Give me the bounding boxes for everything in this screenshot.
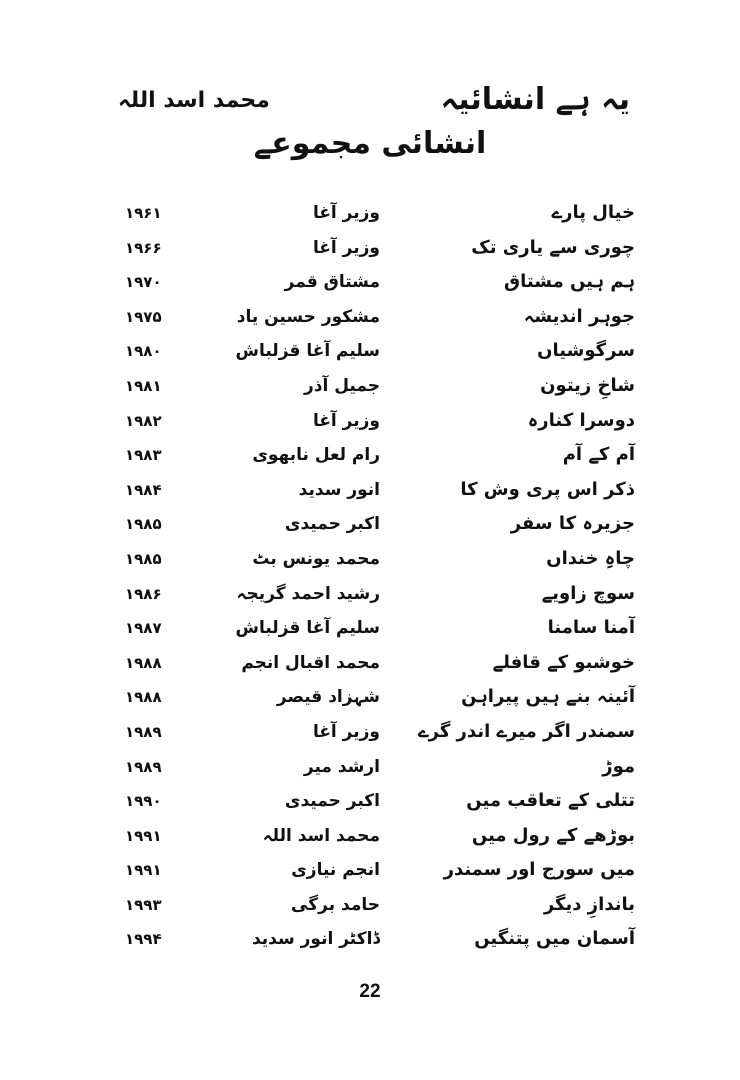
collection-year: ۱۹۶۱ [125,204,162,222]
collection-title: ذکر اس پری وش کا [460,478,635,500]
list-item [0,613,740,648]
collection-year: ۱۹۹۱ [125,826,162,845]
collection-year: ۱۹۸۷ [125,619,162,638]
collection-title: خیال پارے [551,202,635,223]
list-item [0,821,740,856]
collection-year: ۱۹۹۴ [125,930,162,949]
list-item [0,302,740,337]
collection-author: رام لعل نابھوی [252,445,380,466]
collection-author: ارشد میر [303,756,380,777]
collection-year: ۱۹۹۳ [125,895,162,914]
collection-title: سوچ زاویے [541,582,635,604]
collection-author: ڈاکٹر انور سدید [251,929,380,950]
collection-title: خوشبو کے قافلے [492,651,635,673]
collection-author: اکبر حمیدی [284,791,380,812]
collection-title: باندازِ دیگر [543,893,635,915]
collection-year: ۱۹۶۶ [125,238,162,257]
list-item [0,752,740,787]
section-title: انشائی مجموعے [253,126,487,161]
collection-title: ہم ہیں مشتاق [504,271,635,293]
collection-author: وزیر آغا [312,721,380,742]
collection-author: انور سدید [298,479,380,500]
collection-author: انجم نیازی [291,860,380,881]
list-item [0,855,740,890]
collection-title: آم کے آم [562,444,635,466]
list-item [0,786,740,821]
collection-author: اکبر حمیدی [284,514,380,535]
page-number: 22 [359,981,381,1002]
collection-author: مشتاق قمر [284,272,380,293]
book-author: محمد اسد اللہ [118,88,270,113]
collection-year: ۱۹۸۹ [125,722,162,741]
list-item [0,890,740,925]
collection-title: شاخِ زیتون [540,374,635,396]
collection-author: محمد اسد اللہ [262,825,380,846]
collection-title: دوسرا کنارہ [527,409,635,431]
collection-title: آمنا سامنا [547,617,635,639]
collection-author: شہزاد قیصر [276,687,380,708]
list-item [0,371,740,406]
list-item [0,267,740,302]
collection-year: ۱۹۸۹ [125,757,162,776]
collection-title: موڑ [602,755,635,777]
collection-author: حامد برگی [291,894,380,915]
list-item [0,648,740,683]
collection-title: جوہر اندیشہ [523,305,635,327]
collection-author: وزیر آغا [312,203,380,223]
collections-list [0,198,740,959]
collection-year: ۱۹۸۵ [125,549,162,568]
collection-title: تتلی کے تعاقب میں [466,790,635,812]
list-item [0,440,740,475]
list-item [0,579,740,614]
collection-author: جمیل آذر [303,375,380,396]
collection-year: ۱۹۸۳ [125,446,162,465]
collection-year: ۱۹۸۸ [125,688,162,707]
collection-year: ۱۹۸۸ [125,653,162,672]
collection-title: آسمان میں پتنگیں [474,928,635,950]
collection-year: ۱۹۹۱ [125,861,162,880]
collection-year: ۱۹۸۱ [125,376,162,395]
collection-title: جزیرہ کا سفر [510,513,635,535]
list-item [0,233,740,268]
collection-year: ۱۹۸۰ [125,342,162,361]
collection-year: ۱۹۸۶ [125,584,162,603]
list-item [0,544,740,579]
collection-author: مشکور حسین یاد [236,306,380,327]
collection-author: محمد اقبال انجم [241,652,380,673]
collection-year: ۱۹۹۰ [125,792,162,811]
collection-title: سمندر اگر میرے اندر گرے [418,720,635,742]
collection-title: بوڑھے کے رول میں [471,824,635,846]
collection-year: ۱۹۸۲ [125,411,162,430]
collection-title: سرگوشیاں [537,340,635,362]
collection-title: چوری سے یاری تک [471,236,635,258]
list-item [0,509,740,544]
collection-year: ۱۹۸۴ [125,480,162,499]
collection-author: سلیم آغا قزلباش [235,341,380,362]
collection-year: ۱۹۸۵ [125,515,162,534]
collection-title: آئینہ بنے ہیں پیراہن [461,686,635,708]
list-item [0,682,740,717]
collection-author: محمد یونس بٹ [252,548,380,569]
list-item [0,406,740,441]
list-item [0,198,740,233]
collection-title: میں سورج اور سمندر [443,859,635,881]
collection-year: ۱۹۷۵ [125,307,162,326]
list-item [0,336,740,371]
book-title: یہ ہے انشائیہ [440,82,630,117]
list-item [0,717,740,752]
collection-author: رشید احمد گریجہ [236,583,380,604]
collection-author: وزیر آغا [312,410,380,431]
collection-author: وزیر آغا [312,237,380,258]
collection-year: ۱۹۷۰ [125,273,162,292]
collection-author: سلیم آغا قزلباش [235,618,380,639]
list-item [0,924,740,959]
list-item [0,475,740,510]
collection-title: چاہِ خنداں [546,547,635,569]
